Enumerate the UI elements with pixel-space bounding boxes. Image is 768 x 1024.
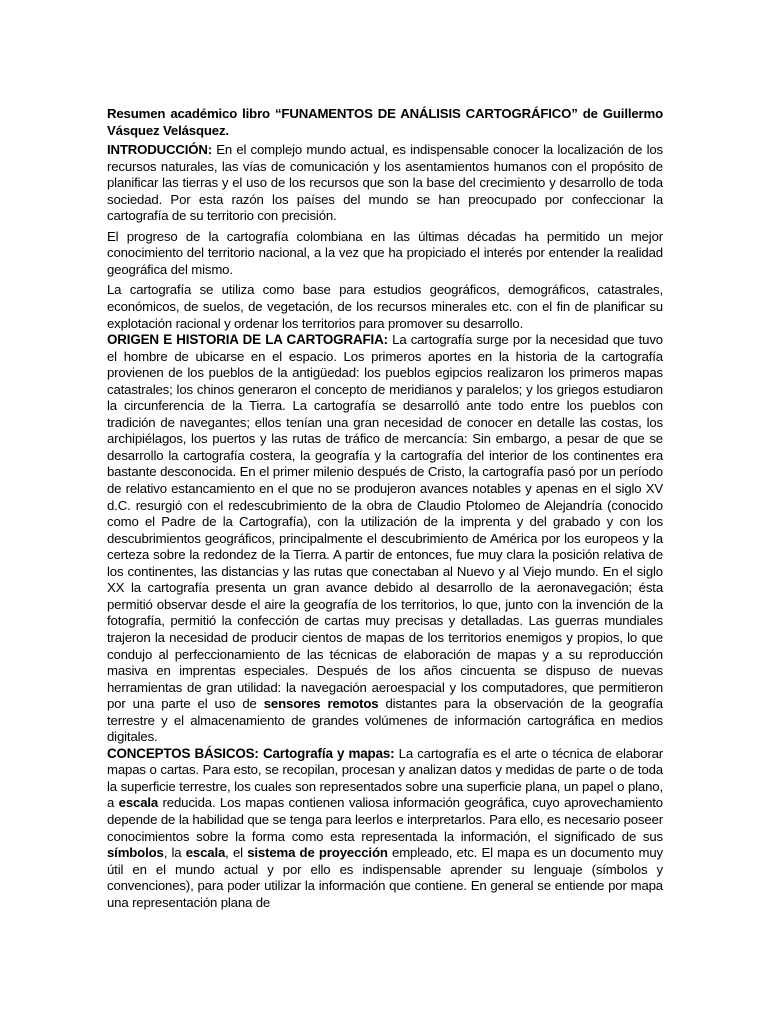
- intro-paragraph-3: La cartografía se utiliza como base para estudios geográficos, demográficos, catastrales, económicos, de suelos, de vegetación, de los recursos minerales etc. con el fin de planificar su explotación racional y ordenar los territorios para promover su desarrollo.: [107, 282, 663, 331]
- document-page: [107, 106, 663, 911]
- intro-paragraph-2: El progreso de la cartografía colombiana en las últimas décadas ha permitido un mejor conocimiento del territorio nacional, a la vez que ha propiciado el interés por entender la realidad geográfica del mismo.: [107, 228, 663, 277]
- concepts-text-2: reducida. Los mapas contienen valiosa información geográfica, cuyo aprovechamiento depende de la habilidad que se tenga para leerlos e interpretarlos. Para ello, es necesario poseer conocimientos sobre la forma como esta representada la información, el significado de sus: [107, 795, 663, 844]
- concepts-bold-simbolos: símbolos: [107, 845, 164, 861]
- concepts-paragraph: [107, 746, 663, 911]
- origin-bold-sensores: sensores remotos: [263, 696, 379, 712]
- intro-heading: INTRODUCCIÓN:: [107, 142, 213, 158]
- origin-paragraph: [107, 332, 663, 746]
- origin-heading: ORIGEN E HISTORIA DE LA CARTOGRAFIA:: [107, 332, 388, 348]
- origin-text-1: La cartografía surge por la necesidad que tuvo el hombre de ubicarse en el espacio. Los primeros aportes en la historia de la cartografía provienen de los pueblos de la antigüedad: los pueblos egipcios realizaron los primeros mapas catastrales; los chinos generaron el concepto de meridianos y paralelos; y los griegos estudiaron la circunferencia de la Tierra. La cartografía se desarrolló ante todo entre los pueblos con tradición de navegantes; ellos tenían una gran necesidad de conocer en detalle las costas, los archipiélagos, los puertos y las rutas de tráfico de mercancía: Sin embargo, a pesar de que se desarrollo la cartografía costera, la geografía y la cartografía del interior de los continentes era bastante desconocida. En el primer milenio después de Cristo, la cartografía pasó por un período de relativo estancamiento en el que no se produjeron avances notables y apenas en el siglo XV d.C. resurgió con el redescubrimiento de la obra de Claudio Ptolomeo de Alejandría (conocido como el Padre de la Cartografía), con la utilización de la imprenta y del grabado y con los descubrimientos geográficos, principalmente el descubrimiento de América por los europeos y la certeza sobre la redondez de la Tierra. A partir de entonces, fue muy clara la posición relativa de los continentes, las distancias y las rutas que conectaban al Nuevo y al Viejo mundo. En el siglo XX la cartografía presenta un gran avance debido al desarrollo de la aeronavegación; ésta permitió observar desde el aire la geografía de los territorios, lo que, junto con la invención de la fotografía, permitió la confección de cartas muy precisas y detalladas. Las guerras mundiales trajeron la necesidad de producir cientos de mapas de los territorios enemigos y propios, lo que condujo al perfeccionamiento de las técnicas de elaboración de mapas y a su reproducción masiva en imprentas especiales. Después de los años cincuenta se dispuso de nuevas herramientas de gran utilidad: la navegación aeroespacial y los computadores, que permitieron por una parte el uso de: [107, 332, 663, 712]
- concepts-bold-escala: escala: [118, 795, 159, 811]
- document-title: Resumen académico libro “FUNAMENTOS DE ANÁLISIS CARTOGRÁFICO” de Guillermo Vásquez Velásquez.: [107, 106, 663, 138]
- concepts-heading: CONCEPTOS BÁSICOS: Cartografía y mapas:: [107, 745, 395, 761]
- concepts-text-1: La cartografía es el arte o técnica de elaborar mapas o cartas. Para esto, se recopilan, procesan y analizan datos y medidas de parte o de toda la superficie terrestre, los cuales son representados sobre una superficie plana, un papel o plano, a: [107, 745, 663, 811]
- concepts-bold-proyeccion: sistema de proyección: [247, 845, 388, 861]
- concepts-text-4: , el: [225, 845, 248, 861]
- origin-text-2: distantes para la observación de la geografía terrestre y el almacenamiento de grandes volúmenes de información cartográfica en medios digitales.: [107, 696, 663, 745]
- intro-paragraph: [107, 142, 663, 225]
- concepts-text-5: empleado, etc. El mapa es un documento muy útil en el mundo actual y por ello es indispensable aprender su lenguaje (símbolos y convenciones), para poder utilizar la información que contiene. En general se entiende por mapa una representación plana de: [107, 845, 663, 910]
- concepts-bold-escala-2: escala: [185, 845, 226, 861]
- intro-text: En el complejo mundo actual, es indispensable conocer la localización de los recursos naturales, las vías de comunicación y los asentamientos humanos con el propósito de planificar las tierras y el uso de los recursos que son la base del crecimiento y desarrollo de toda sociedad. Por esta razón los países del mundo se han preocupado por confeccionar la cartografía de su territorio con precisión.: [107, 142, 663, 224]
- concepts-text-3: , la: [163, 845, 186, 861]
